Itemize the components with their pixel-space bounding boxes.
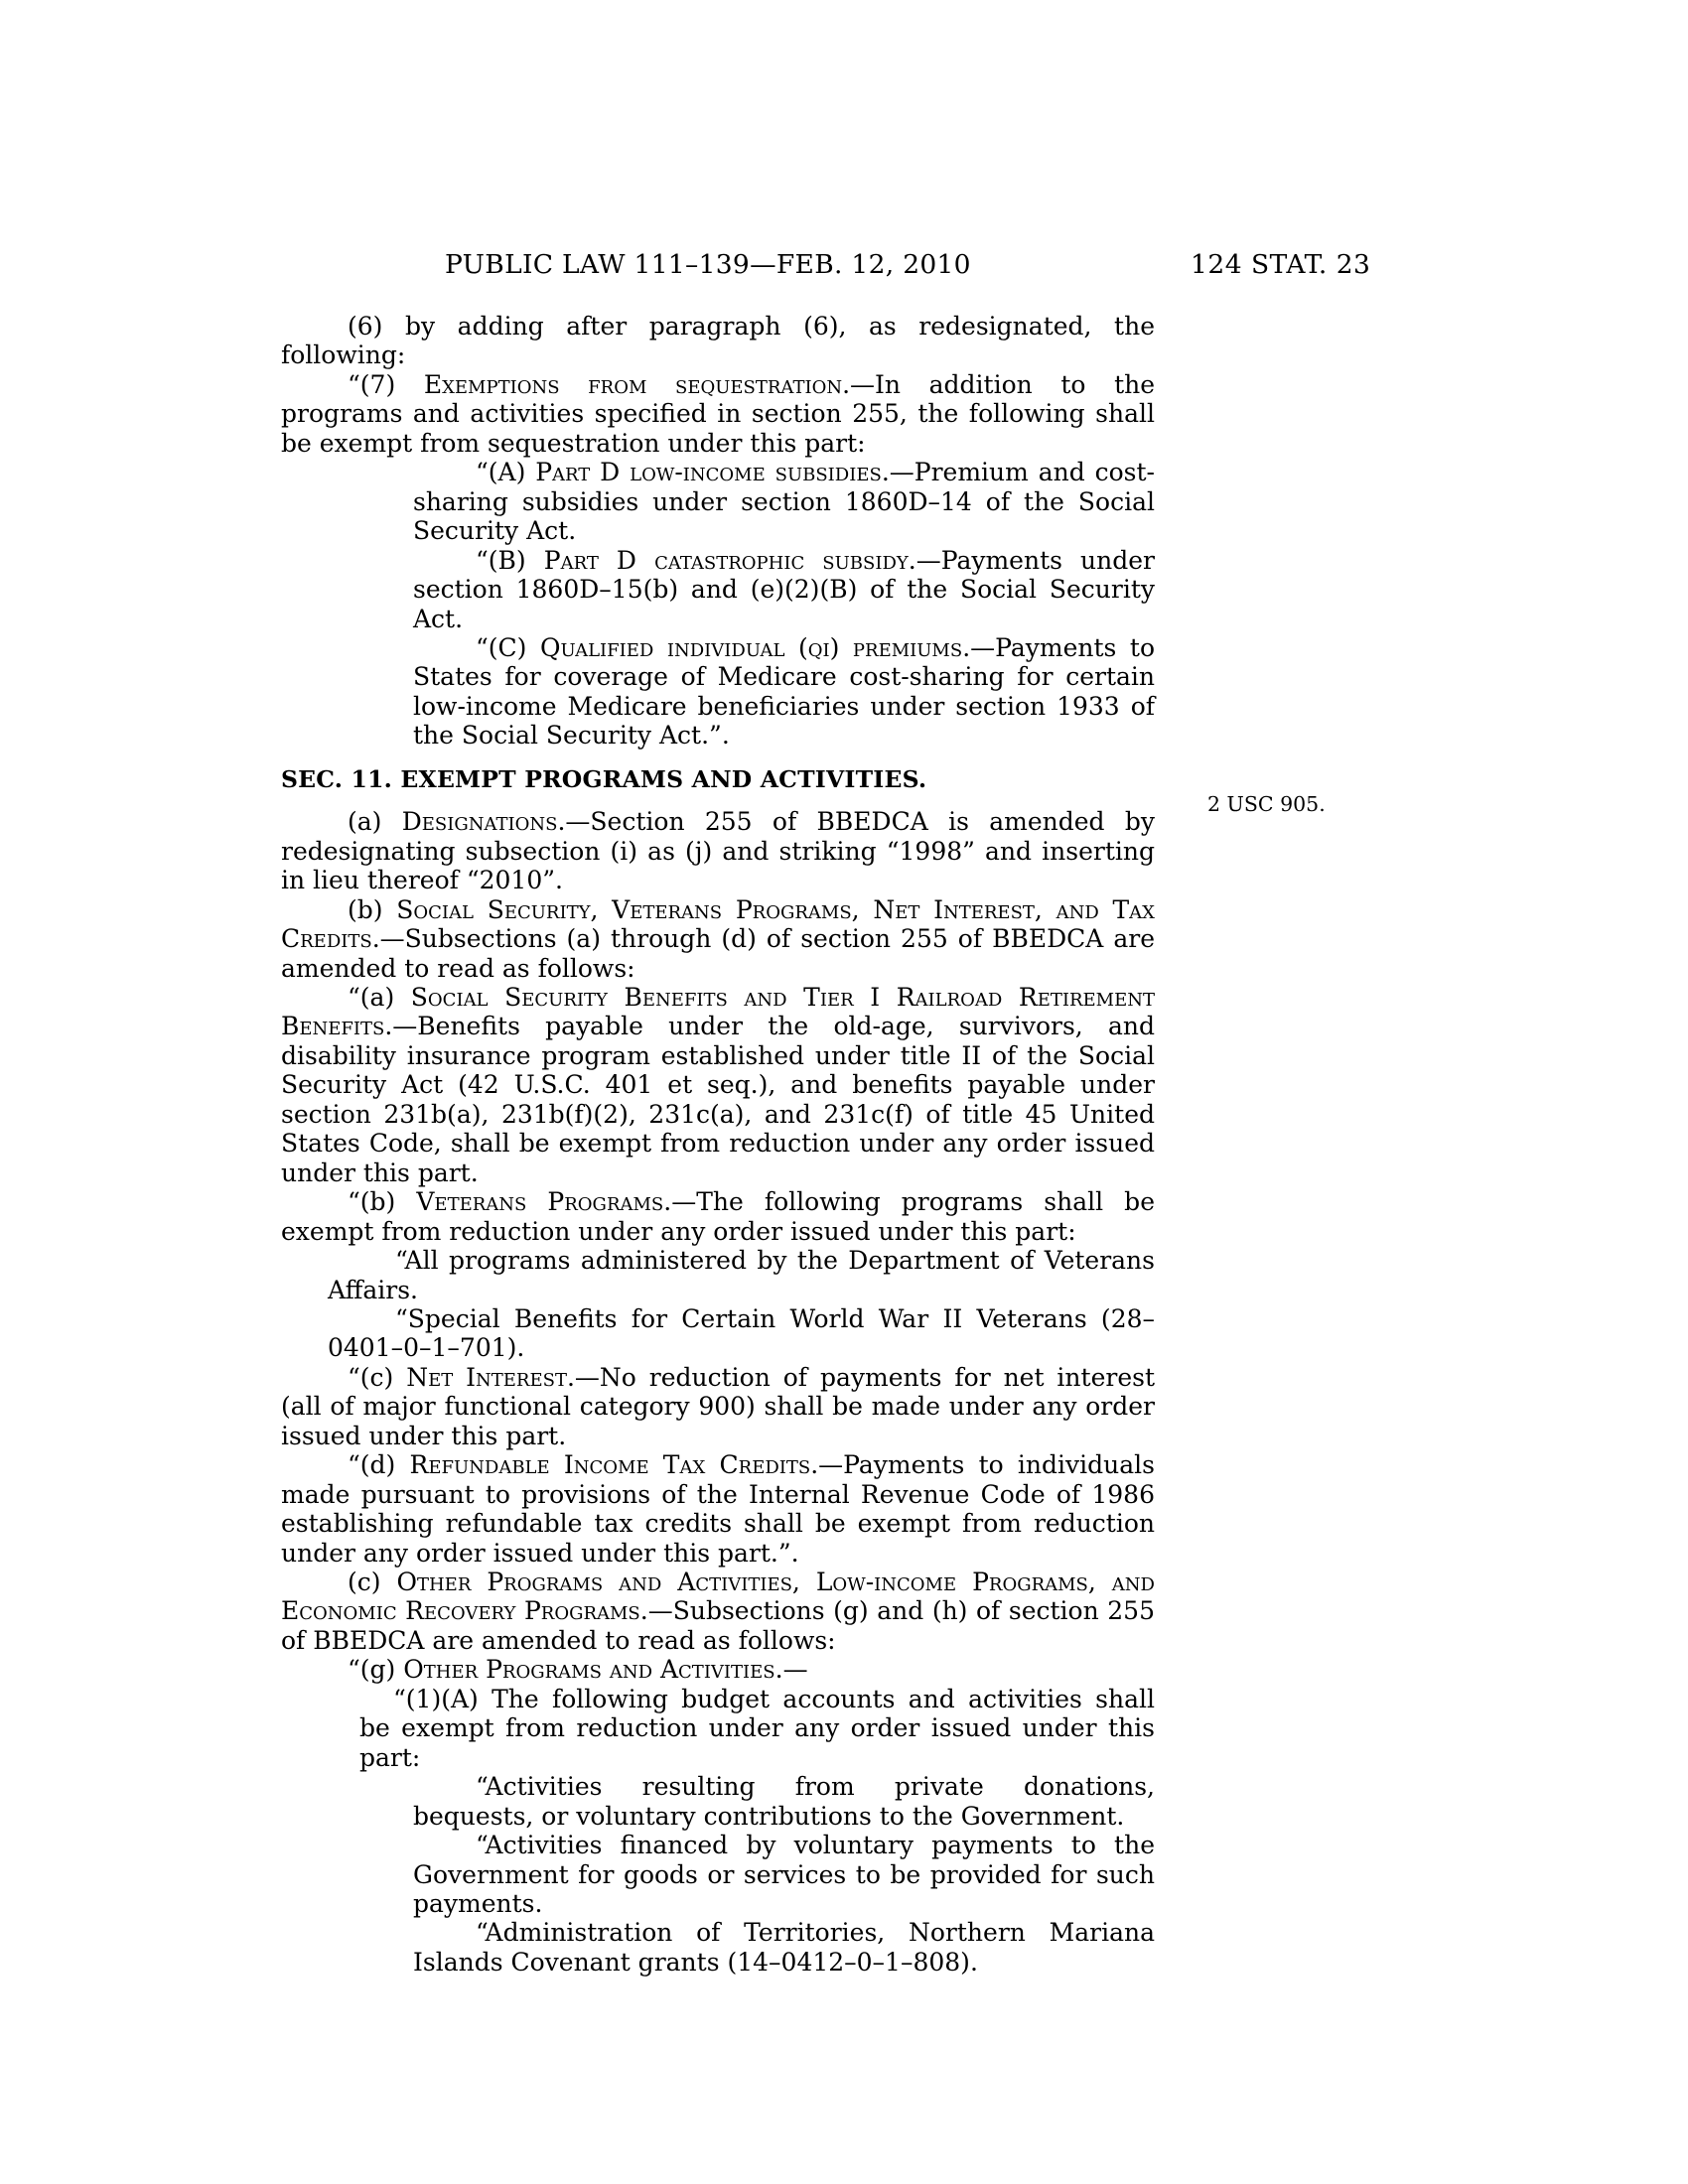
text-segment: “(1)(A) The following budget accounts and activities shall be exempt from reduction under any order issued under this part: — [359, 1684, 1155, 1772]
text-segment: SEC. 11. EXEMPT PROGRAMS AND ACTIVITIES. — [281, 764, 927, 793]
running-head-stat-page: 124 STAT. 23 — [1191, 249, 1371, 280]
text-segment: Part D low-income subsidies — [535, 458, 882, 487]
text-segment: Other Programs and Activities — [403, 1655, 775, 1685]
para-q1A-budget-accounts — [359, 1685, 1155, 1772]
item-special-benefits — [328, 1304, 1155, 1363]
running-head-law-title: PUBLIC LAW 111–139—FEB. 12, 2010 — [445, 249, 971, 280]
item-private-donations — [413, 1772, 1155, 1831]
para-qg-other-programs — [281, 1655, 1155, 1684]
text-segment: Part D catastrophic subsidy — [543, 545, 909, 575]
text-segment: “(B) — [476, 545, 544, 575]
para-qc-net-interest — [281, 1363, 1155, 1450]
text-segment: Net Interest — [406, 1362, 567, 1392]
statute-text-block — [281, 312, 1155, 1977]
text-segment: QI — [807, 632, 830, 662]
para-7B-catastrophic-subsidy — [413, 546, 1155, 633]
para-qa-ss-benefits — [281, 983, 1155, 1187]
text-segment: “Administration of Territories, Northern Mariana Islands Covenant grants (14–0412–0–1–808). — [413, 1918, 1155, 1977]
running-head — [0, 249, 1688, 283]
para-c-other-programs — [281, 1568, 1155, 1655]
text-segment: “(7) — [348, 369, 424, 399]
text-segment: .— — [774, 1655, 808, 1685]
para-6 — [281, 312, 1155, 370]
para-7A-low-income-subsidies — [413, 458, 1155, 545]
text-segment: .—In addition to the programs and activities specified in section 255, the following shall be exempt from sequestration under this part: — [281, 369, 1156, 458]
text-segment: “(g) — [348, 1655, 404, 1685]
para-b-social-security — [281, 895, 1155, 983]
text-segment: “(d) — [348, 1450, 410, 1480]
text-segment: .—Payments to States for coverage of Medicare cost-sharing for certain low-income Medicare beneficiaries under section 1933 of the Social Security Act.”. — [413, 632, 1155, 751]
text-segment: .—The following programs shall be exempt from reduction under any order issued under this part: — [281, 1187, 1155, 1246]
text-segment: .—Subsections (g) and (h) of section 255 of BBEDCA are amended to read as follows: — [281, 1596, 1155, 1655]
para-7-exemptions — [281, 370, 1155, 458]
text-segment: “(a) — [348, 982, 411, 1012]
text-segment: “(C) — [476, 632, 540, 662]
text-segment: Exemptions from sequestration — [423, 369, 843, 399]
text-segment: “Activities resulting from private donations, bequests, or voluntary contributions to the Government. — [413, 1772, 1155, 1831]
text-segment: (c) — [348, 1568, 397, 1597]
sec-11-heading — [281, 765, 1155, 794]
text-segment: (6) by adding after paragraph (6), as redesignated, the following: — [281, 312, 1155, 370]
para-qd-refundable-credits — [281, 1450, 1155, 1568]
text-segment: .—Premium and cost-sharing subsidies under section 1860D–14 of the Social Security Act. — [413, 458, 1155, 546]
text-segment: (b) — [348, 894, 397, 924]
text-segment: Veterans Programs — [416, 1187, 664, 1217]
text-segment: “(b) — [348, 1187, 417, 1217]
text-segment: .—Subsections (a) through (d) of section 255 of BBEDCA are amended to read as follows: — [281, 924, 1155, 983]
text-segment: .—Section 255 of BBEDCA is amended by redesignating subsection (i) as (j) and striking “1998” and inserting in lieu thereof “2010”. — [281, 807, 1156, 895]
text-segment: .—Payments to individuals made pursuant to provisions of the Internal Revenue Code of 1986 establishing refundable tax credits shall be exempt from reduction under any order issued under this part.”. — [281, 1450, 1155, 1568]
margin-note-usc-citation: 2 USC 905. — [1207, 792, 1326, 816]
text-segment: .—Benefits payable under the old-age, survivors, and disability insurance program established under title II of the Social Security Act (42 U.S.C. 401 et seq.), and benefits payable under section 231b(a), 231b(f)(2), 231c(a), and 231c(f) of title 45 United States Code, shall be exempt from reduction under any order issued under this part. — [281, 1012, 1155, 1187]
text-segment: Social Security, Veterans Programs, Net Interest, and Tax Credits — [281, 894, 1155, 954]
text-segment: ) premiums — [829, 632, 963, 662]
item-all-programs — [328, 1246, 1155, 1304]
text-segment: “Activities financed by voluntary payments to the Government for goods or services to be provided for such payments. — [413, 1831, 1155, 1919]
para-a-designations — [281, 807, 1155, 894]
item-voluntary-payments — [413, 1831, 1155, 1918]
item-territories-grants — [413, 1918, 1155, 1977]
text-segment: Qualified individual ( — [539, 632, 808, 662]
text-segment: Other Programs and Activities, Low-income Programs, and Economic Recovery Programs — [281, 1568, 1155, 1626]
text-segment: “(A) — [476, 458, 536, 487]
text-segment: “(c) — [348, 1362, 407, 1392]
text-segment: Refundable Income Tax Credits — [409, 1450, 811, 1480]
text-segment: Designations — [401, 807, 558, 837]
text-segment: (a) — [348, 807, 402, 837]
para-qb-veterans — [281, 1187, 1155, 1246]
text-segment: “All programs administered by the Department of Veterans Affairs. — [328, 1246, 1155, 1304]
text-segment: Social Security Benefits and Tier I Railroad Retirement Benefits — [281, 982, 1156, 1041]
para-7C-qi-premiums — [413, 633, 1155, 751]
text-segment: “Special Benefits for Certain World War II Veterans (28–0401–0–1–701). — [328, 1303, 1155, 1363]
text-segment: .—Payments under section 1860D–15(b) and (e)(2)(B) of the Social Security Act. — [413, 545, 1155, 633]
text-segment: .—No reduction of payments for net interest (all of major functional category 900) shall be made under any order issued under this part. — [281, 1362, 1155, 1450]
